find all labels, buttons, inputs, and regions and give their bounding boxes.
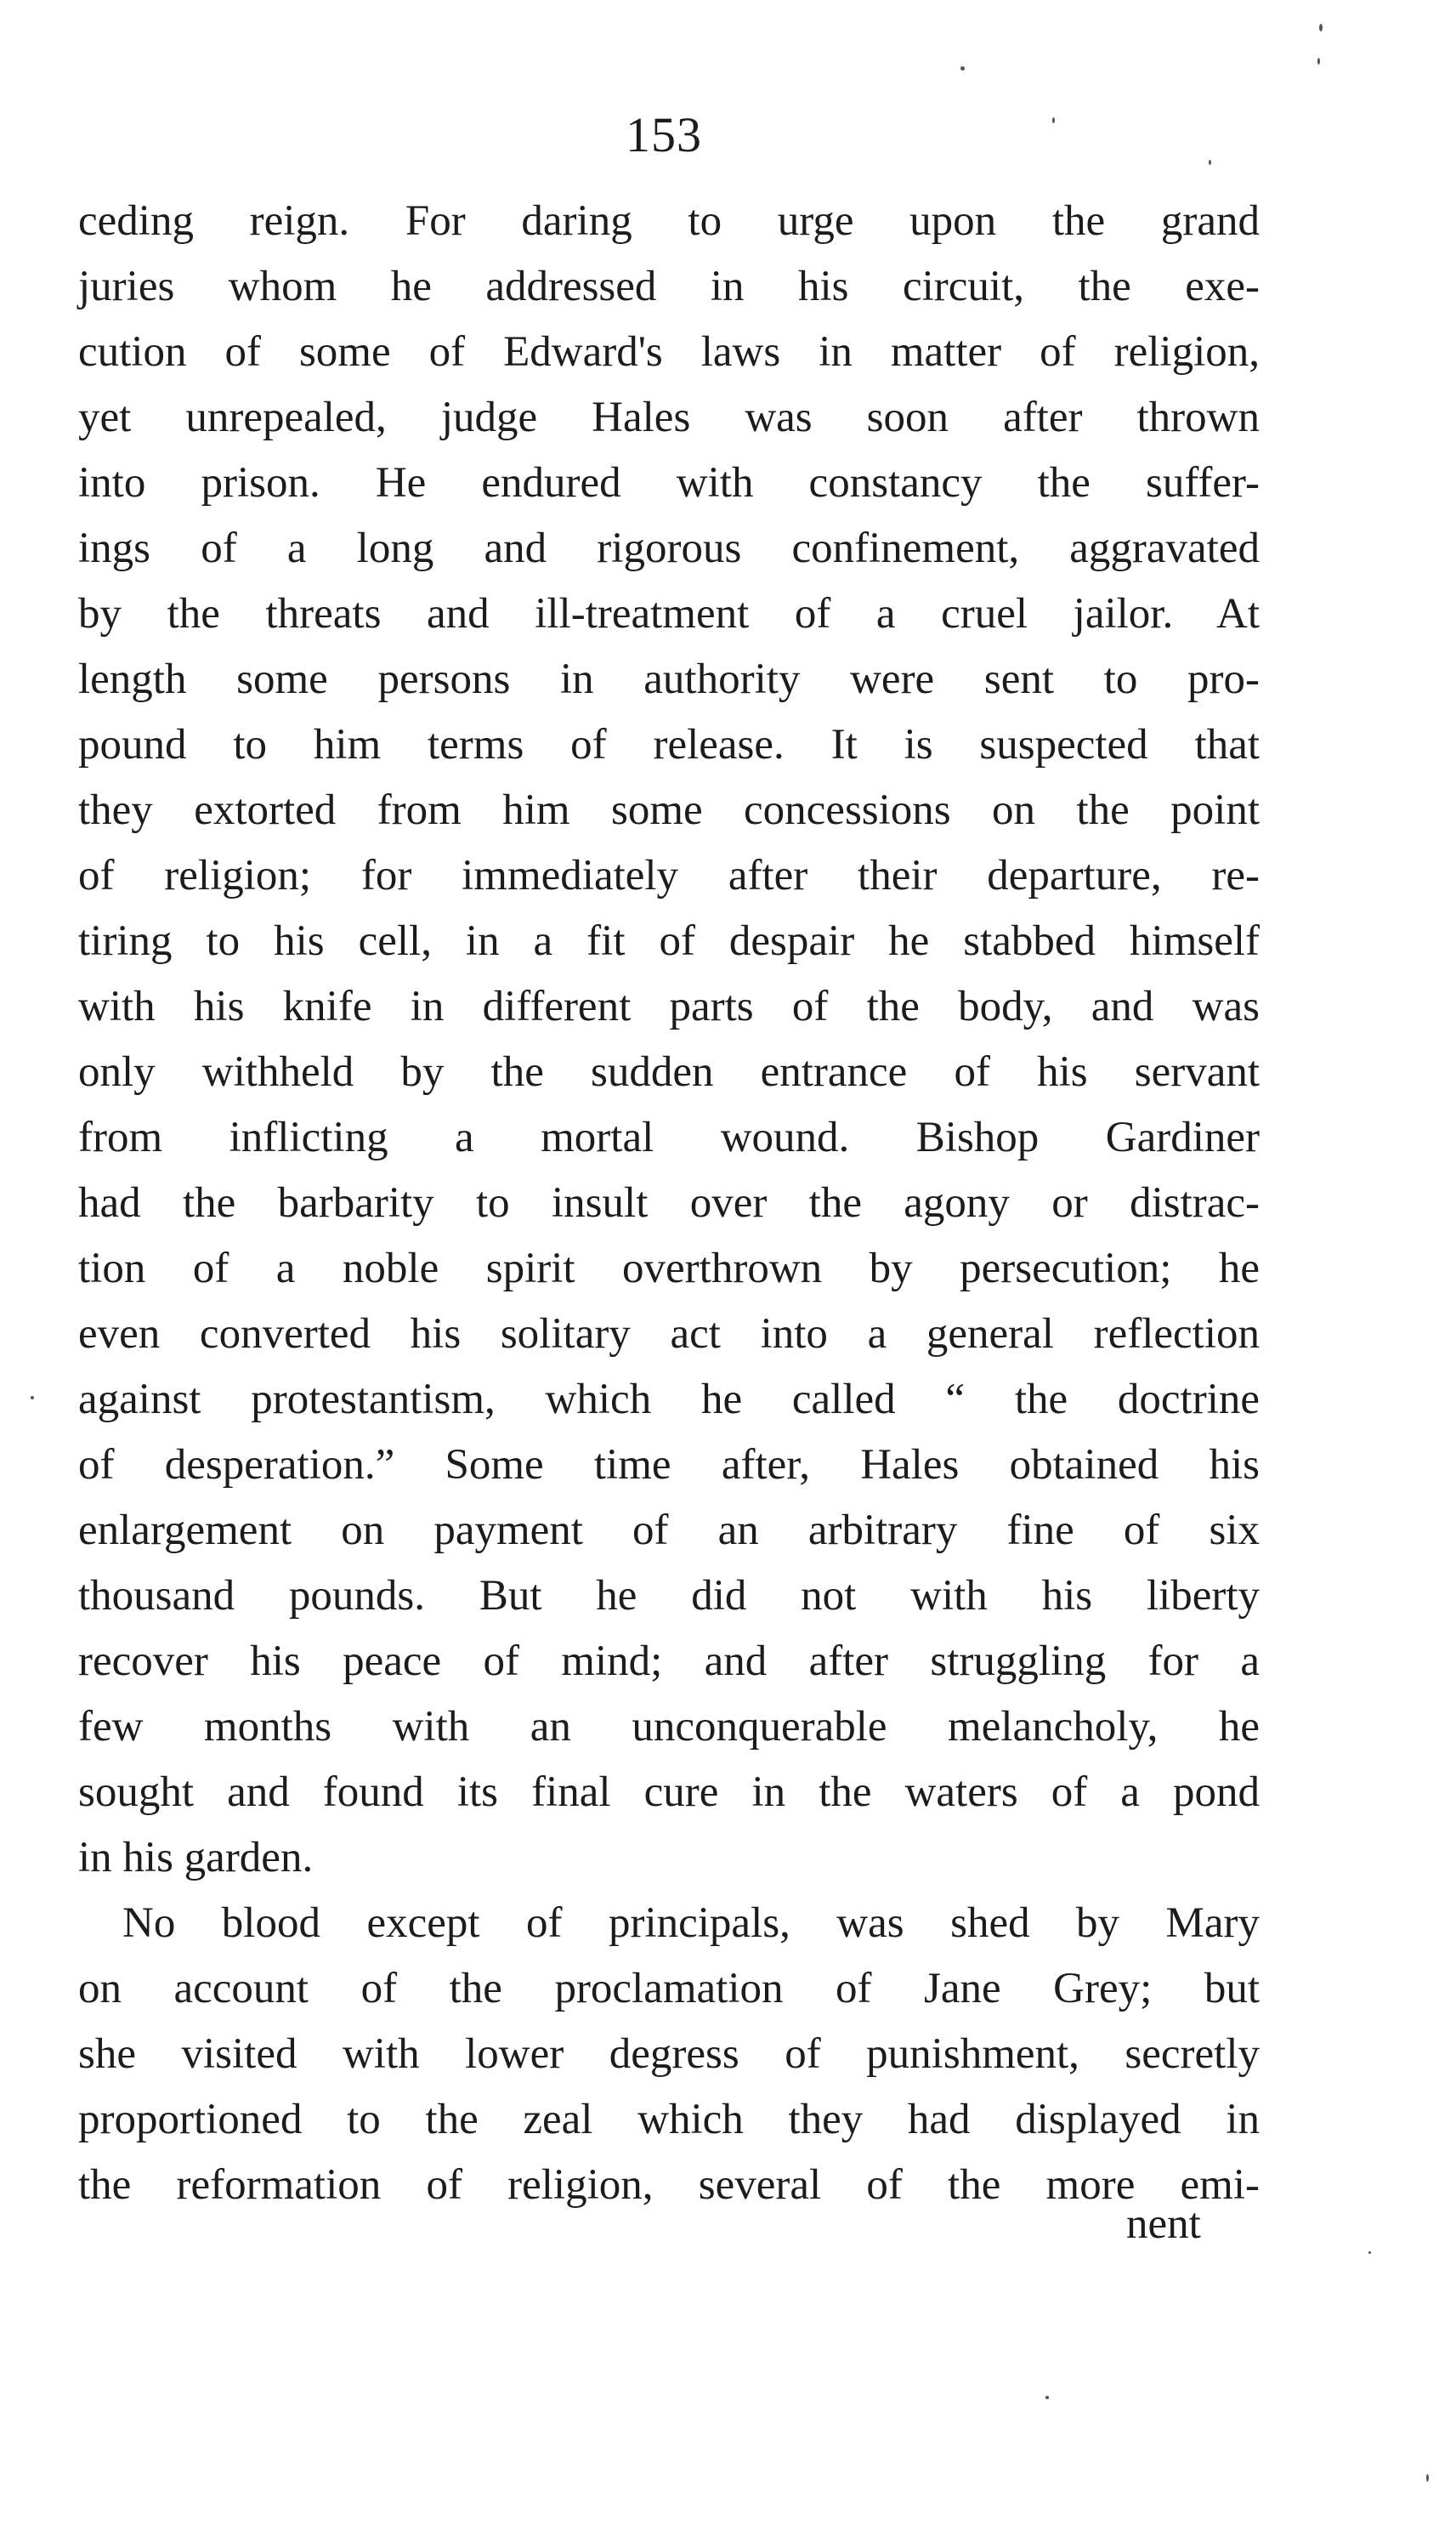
text-line: into prison. He endured with constancy the suffer- bbox=[78, 459, 1260, 507]
catchword: nent bbox=[1126, 2200, 1201, 2248]
paragraph bbox=[78, 1891, 1260, 2218]
text-line: only withheld by the sudden entrance of his servant bbox=[78, 1048, 1260, 1096]
text-line: few months with an unconquerable melancholy, he bbox=[78, 1703, 1260, 1751]
text-line: sought and found its final cure in the waters of a pond bbox=[78, 1768, 1260, 1816]
text-line: on account of the proclamation of Jane Grey; but bbox=[78, 1965, 1260, 2012]
text-line: length some persons in authority were sent to pro- bbox=[78, 655, 1260, 703]
text-line: tion of a noble spirit overthrown by persecution; he bbox=[78, 1245, 1260, 1292]
text-line: ceding reign. For daring to urge upon the grand bbox=[78, 197, 1260, 245]
text-line: ings of a long and rigorous confinement, aggravated bbox=[78, 525, 1260, 572]
text-line: thousand pounds. But he did not with his liberty bbox=[78, 1572, 1260, 1620]
scan-speck bbox=[1209, 160, 1211, 165]
text-line: in his garden. bbox=[78, 1834, 314, 1881]
scan-speck bbox=[31, 1396, 34, 1399]
text-line: proportioned to the zeal which they had displayed in bbox=[78, 2096, 1260, 2143]
body-text bbox=[78, 189, 1260, 2218]
text-line: tiring to his cell, in a fit of despair he stabbed himself bbox=[78, 917, 1260, 965]
text-line: the reformation of religion, several of the more emi- bbox=[78, 2161, 1260, 2209]
text-line: of religion; for immediately after their departure, re- bbox=[78, 852, 1260, 899]
scan-speck bbox=[1045, 2396, 1049, 2399]
text-line: No blood except of principals, was shed by Mary bbox=[122, 1899, 1260, 1947]
text-line: from inflicting a mortal wound. Bishop Gardiner bbox=[78, 1114, 1260, 1161]
text-line: against protestantism, which he called “ the doctrine bbox=[78, 1376, 1260, 1423]
text-line: recover his peace of mind; and after struggling for a bbox=[78, 1637, 1260, 1685]
scan-speck bbox=[1426, 2474, 1429, 2482]
text-line: of desperation.” Some time after, Hales obtained his bbox=[78, 1441, 1260, 1489]
text-line: they extorted from him some concessions on the point bbox=[78, 786, 1260, 834]
text-line: by the threats and ill-treatment of a cruel jailor. At bbox=[78, 590, 1260, 638]
text-line: yet unrepealed, judge Hales was soon after thrown bbox=[78, 394, 1260, 441]
text-line: juries whom he addressed in his circuit, the exe- bbox=[78, 263, 1260, 310]
text-line: even converted his solitary act into a general reflection bbox=[78, 1310, 1260, 1358]
scan-speck bbox=[1052, 117, 1055, 123]
scan-speck bbox=[1368, 2251, 1371, 2254]
scan-speck bbox=[1319, 24, 1323, 31]
text-line: had the barbarity to insult over the agony or distrac- bbox=[78, 1179, 1260, 1227]
scan-speck bbox=[1317, 58, 1320, 65]
page-number: 153 bbox=[626, 107, 702, 162]
text-line: enlargement on payment of an arbitrary fine of six bbox=[78, 1507, 1260, 1554]
text-line: with his knife in different parts of the body, and was bbox=[78, 983, 1260, 1030]
text-line: cution of some of Edward's laws in matter of religion, bbox=[78, 328, 1260, 376]
scan-speck bbox=[960, 66, 965, 71]
text-line: pound to him terms of release. It is suspected that bbox=[78, 721, 1260, 769]
text-line: she visited with lower degress of punishment, secretly bbox=[78, 2030, 1260, 2078]
paragraph bbox=[78, 189, 1260, 1891]
